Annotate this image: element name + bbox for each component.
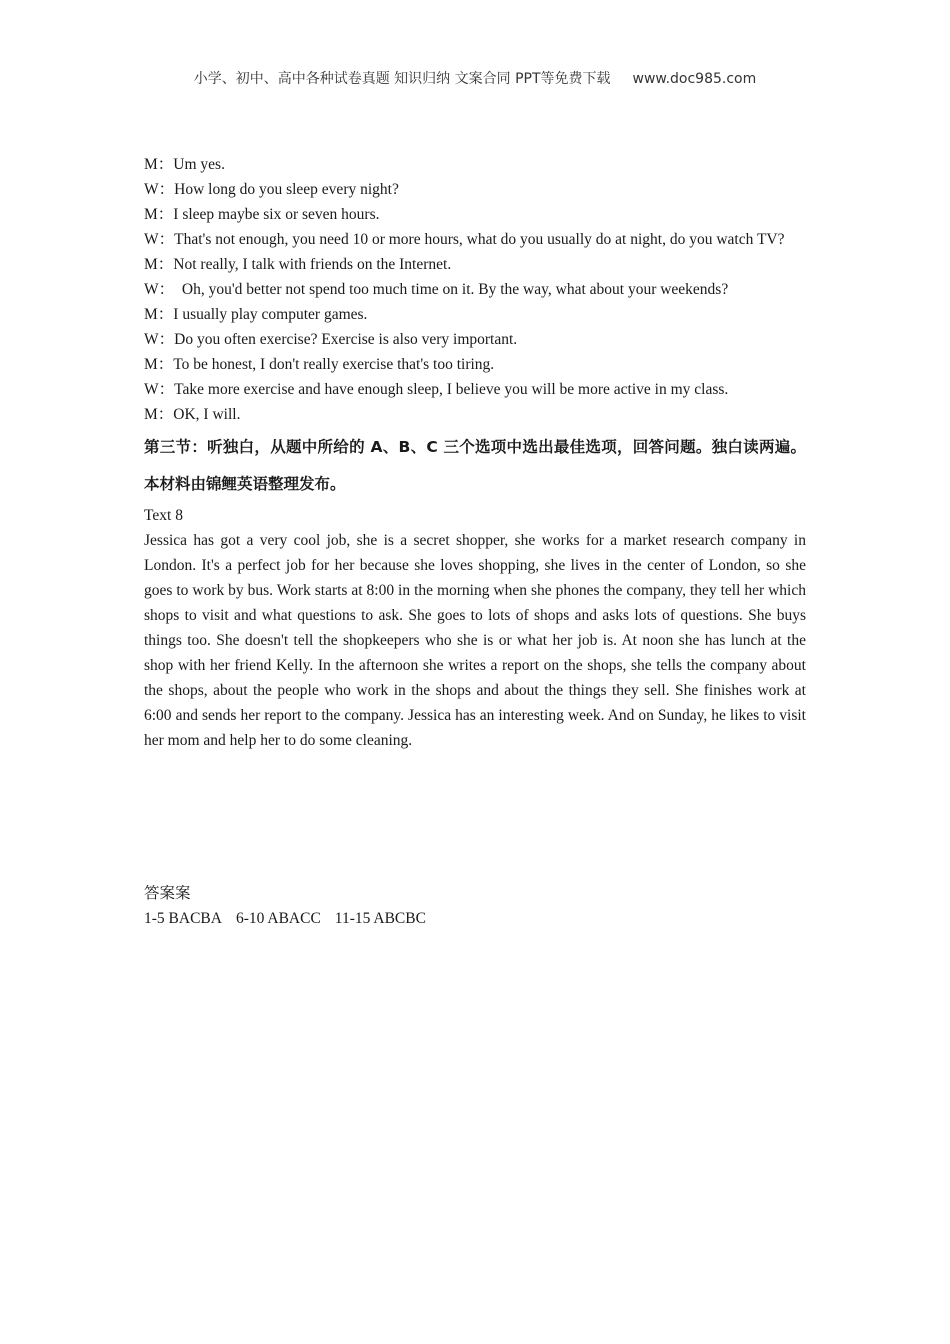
dialogue-line	[144, 327, 806, 352]
dialogue-text: Not really, I talk with friends on the Internet.	[173, 256, 452, 273]
dialogue-text: That's not enough, you need 10 or more hours, what do you usually do at night, do you watch TV?	[174, 231, 785, 248]
speaker-label: W：	[144, 381, 175, 398]
dialogue-text: Um yes.	[173, 156, 225, 173]
dialogue-line	[144, 152, 806, 177]
dialogue-text: How long do you sleep every night?	[174, 181, 399, 198]
dialogue-text: To be honest, I don't really exercise that's too tiring.	[173, 356, 495, 373]
dialogue-line	[144, 202, 806, 227]
section-heading: 第三节：听独白，从题中所给的 A、B、C 三个选项中选出最佳选项，回答问题。独白读两遍。本材料由锦鲤英语整理发布。	[144, 438, 806, 493]
dialogue-line	[144, 227, 806, 252]
dialogue-line	[144, 277, 806, 302]
speaker-label: W：	[144, 331, 175, 348]
dialogue-text: Do you often exercise? Exercise is also very important.	[174, 331, 518, 348]
dialogue-line	[144, 352, 806, 377]
answer-key	[144, 881, 806, 931]
dialogue-line	[144, 252, 806, 277]
speaker-label: M：	[144, 206, 174, 223]
dialogue-text: Take more exercise and have enough sleep, I believe you will be more active in my class.	[174, 381, 729, 398]
answer-title: 答案案	[144, 884, 191, 902]
speaker-label: M：	[144, 356, 174, 373]
dialogue-line	[144, 302, 806, 327]
document-body	[144, 152, 806, 753]
speaker-label: W：	[144, 181, 175, 198]
speaker-label: W：	[144, 281, 175, 298]
dialogue-line	[144, 377, 806, 402]
dialogue-text: I sleep maybe six or seven hours.	[173, 206, 380, 223]
answer-group: 11-15 ABCBC	[334, 910, 426, 927]
page-header	[0, 68, 950, 88]
dialogue-text: Oh, you'd better not spend too much time on it. By the way, what about your weekends?	[174, 281, 729, 298]
speaker-label: M：	[144, 306, 174, 323]
passage: Jessica has got a very cool job, she is a secret shopper, she works for a market research company in London. It's a perfect job for her because she loves shopping, she lives in the center of London, so she goes to work by bus. Work starts at 8:00 in the morning when she phones the company, they tell her which shops to visit and what questions to ask. She goes to lots of shops and asks lots of questions. She buys things too. She doesn't tell the shopkeepers who she is or what her job is. At noon she has lunch at the shop with her friend Kelly. In the afternoon she writes a report on the shops, she tells the company about the shops, about the people who work in the shops and about the things they sell. She finishes work at 6:00 and sends her report to the company. Jessica has an interesting week. And on Sunday, he likes to visit her mom and help her to do some cleaning.	[144, 532, 806, 749]
speaker-label: M：	[144, 406, 174, 423]
speaker-label: M：	[144, 156, 174, 173]
dialogue	[144, 152, 806, 427]
speaker-label: W：	[144, 231, 175, 248]
dialogue-text: OK, I will.	[173, 406, 241, 423]
answer-line	[144, 906, 806, 931]
dialogue-text: I usually play computer games.	[173, 306, 368, 323]
speaker-label: M：	[144, 256, 174, 273]
dialogue-line	[144, 177, 806, 202]
answer-group: 6-10 ABACC	[235, 910, 321, 927]
answer-group: 1-5 BACBA	[144, 910, 222, 927]
dialogue-line	[144, 402, 806, 427]
header-site-link[interactable]: www.doc985.com	[632, 71, 757, 87]
text-title: Text 8	[144, 507, 183, 524]
header-text: 小学、初中、高中各种试卷真题 知识归纳 文案合同 PPT等免费下载	[193, 71, 611, 87]
